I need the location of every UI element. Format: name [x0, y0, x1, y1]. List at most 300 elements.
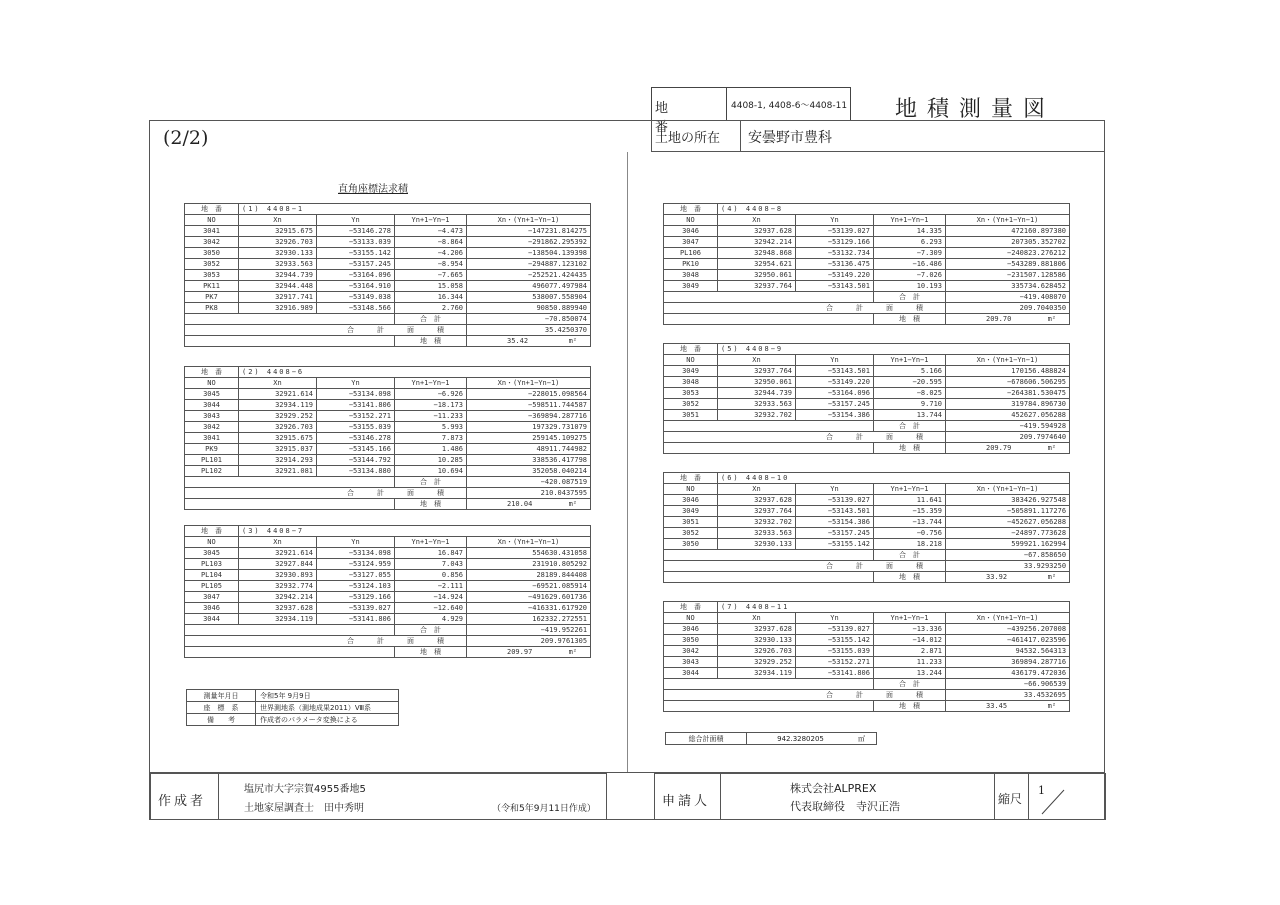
- table-row: [185, 303, 591, 314]
- table-cell: 162332.272551: [467, 614, 591, 625]
- table-row: [185, 411, 591, 422]
- table-cell: 3041: [185, 433, 239, 444]
- location-value: 安曇野市豊科: [748, 130, 832, 146]
- creator-label: 作成者: [158, 794, 207, 809]
- creator-divider: [218, 773, 219, 820]
- table-cell: 3050: [185, 248, 239, 259]
- table-cell: 94532.564313: [946, 646, 1070, 657]
- table-cell: 32933.563: [239, 259, 317, 270]
- table-row: [664, 657, 1070, 668]
- chiban-label: 地 番: [664, 473, 718, 484]
- spacer: [664, 421, 874, 432]
- table-cell: −505891.117276: [946, 506, 1070, 517]
- column-header: Xn・(Yn+1−Yn−1): [946, 355, 1070, 366]
- sum-value: −70.850074: [467, 314, 591, 325]
- table-cell: 3049: [664, 366, 718, 377]
- column-header: Xn: [718, 613, 796, 624]
- sum-value: −67.858650: [946, 550, 1070, 561]
- table-title-row: [664, 473, 1070, 484]
- creator-name: 土地家屋調査士 田中秀明: [244, 803, 364, 814]
- table-cell: 3052: [664, 399, 718, 410]
- column-header: Xn: [718, 215, 796, 226]
- area-value: [467, 336, 591, 347]
- remarks-row: 備 考 作成者のパラメータ変換による: [187, 714, 399, 726]
- survey-table-4408-1: [184, 203, 591, 347]
- area-label: 地 積: [874, 314, 946, 325]
- grand-total-value: 942.3280205: [747, 733, 855, 745]
- column-header: Xn: [239, 378, 317, 389]
- area-row: [664, 701, 1070, 712]
- chiban-label: 地 番: [185, 367, 239, 378]
- table-cell: 32932.702: [718, 517, 796, 528]
- table-cell: 15.058: [395, 281, 467, 292]
- table-cell: 32929.252: [718, 657, 796, 668]
- table-cell: −53132.734: [796, 248, 874, 259]
- table-cell: −2.111: [395, 581, 467, 592]
- table-cell: 13.244: [874, 668, 946, 679]
- table-cell: 197329.731079: [467, 422, 591, 433]
- survey-info-table: [186, 689, 399, 726]
- table-cell: 3052: [664, 528, 718, 539]
- table-cell: 170156.488824: [946, 366, 1070, 377]
- area-row: [185, 336, 591, 347]
- table-cell: PL105: [185, 581, 239, 592]
- sum-area-row: [664, 432, 1070, 443]
- table-cell: 2.871: [874, 646, 946, 657]
- applicant-divider: [720, 773, 721, 820]
- sum-row: [664, 292, 1070, 303]
- table-cell: 496077.497984: [467, 281, 591, 292]
- table-cell: PK8: [185, 303, 239, 314]
- table-cell: 32930.133: [239, 248, 317, 259]
- sum-label: 合 計: [874, 679, 946, 690]
- table-cell: 369894.287716: [946, 657, 1070, 668]
- table-cell: 32915.675: [239, 226, 317, 237]
- chiban-label: 地 番: [664, 204, 718, 215]
- table-row: [664, 388, 1070, 399]
- sum-area-value: 209.9761305: [467, 636, 591, 647]
- table-cell: 32944.448: [239, 281, 317, 292]
- spacer: [185, 647, 395, 658]
- table-row: [185, 433, 591, 444]
- table-cell: 3047: [664, 237, 718, 248]
- area-unit: m²: [1047, 701, 1057, 710]
- table-cell: −598511.744587: [467, 400, 591, 411]
- table-cell: −53146.278: [317, 226, 395, 237]
- table-cell: −7.309: [874, 248, 946, 259]
- table-cell: 14.335: [874, 226, 946, 237]
- table-cell: −53139.027: [317, 603, 395, 614]
- column-header: Xn: [718, 355, 796, 366]
- table-cell: 3048: [664, 270, 718, 281]
- grand-total-label: 総合計面積: [666, 733, 747, 745]
- table-cell: 13.744: [874, 410, 946, 421]
- table-row: [664, 259, 1070, 270]
- area-row: [664, 314, 1070, 325]
- table-row: [664, 237, 1070, 248]
- table-row: [664, 506, 1070, 517]
- table-cell: PL104: [185, 570, 239, 581]
- grand-total-unit: ㎡: [854, 733, 877, 745]
- table-cell: 3046: [664, 226, 718, 237]
- table-cell: 2.760: [395, 303, 467, 314]
- table-cell: 32926.703: [239, 422, 317, 433]
- table-cell: −53143.501: [796, 281, 874, 292]
- location-label: 土地の所在: [655, 131, 721, 146]
- table-cell: −53143.501: [796, 366, 874, 377]
- survey-table-4408-7: [184, 525, 591, 658]
- spacer: [664, 550, 874, 561]
- table-cell: −53154.386: [796, 410, 874, 421]
- header-divider: [726, 87, 727, 120]
- table-cell: 3044: [664, 668, 718, 679]
- table-cell: 32930.893: [239, 570, 317, 581]
- column-header: Yn: [796, 484, 874, 495]
- area-row: [664, 443, 1070, 454]
- table-cell: −7.665: [395, 270, 467, 281]
- table-cell: 11.641: [874, 495, 946, 506]
- table-cell: −53155.142: [317, 248, 395, 259]
- table-cell: 48911.744982: [467, 444, 591, 455]
- sum-value: −419.952261: [467, 625, 591, 636]
- table-cell: PL106: [664, 248, 718, 259]
- column-header: Yn+1−Yn−1: [874, 484, 946, 495]
- sum-area-value: 209.7040350: [946, 303, 1070, 314]
- table-title: (6) 4408−10: [718, 473, 1070, 484]
- table-cell: PK10: [664, 259, 718, 270]
- spacer: [185, 499, 395, 510]
- survey-table-4408-9: [663, 343, 1070, 454]
- table-cell: −53129.166: [796, 237, 874, 248]
- table-cell: −53124.103: [317, 581, 395, 592]
- table-cell: 472160.897380: [946, 226, 1070, 237]
- sum-label: 合 計: [874, 292, 946, 303]
- creator-address: 塩尻市大字宗賀4955番地5: [244, 784, 366, 795]
- table-cell: −416331.617920: [467, 603, 591, 614]
- table-cell: −14.924: [395, 592, 467, 603]
- table-cell: 32942.214: [718, 237, 796, 248]
- table-row: [185, 614, 591, 625]
- table-title: (1) 4408−1: [239, 204, 591, 215]
- survey-table-4408-10: [663, 472, 1070, 583]
- table-cell: −8.864: [395, 237, 467, 248]
- table-cell: 5.993: [395, 422, 467, 433]
- table-cell: −452627.056288: [946, 517, 1070, 528]
- scale-label: 縮尺: [998, 792, 1023, 806]
- table-cell: 352058.040214: [467, 466, 591, 477]
- table-cell: 3042: [185, 237, 239, 248]
- table-row: [664, 399, 1070, 410]
- table-cell: PK9: [185, 444, 239, 455]
- table-row: [664, 270, 1070, 281]
- survey-date-row: 測量年月日 令和5年 9月9日: [187, 690, 399, 702]
- column-header: Yn: [317, 215, 395, 226]
- table-cell: 3047: [185, 592, 239, 603]
- table-title-row: [664, 344, 1070, 355]
- spacer: [185, 477, 395, 488]
- sum-area-value: 33.4532695: [946, 690, 1070, 701]
- table-cell: −13.336: [874, 624, 946, 635]
- table-row: [664, 539, 1070, 550]
- column-header-row: [664, 215, 1070, 226]
- sum-area-value: 210.0437595: [467, 488, 591, 499]
- table-cell: 3045: [185, 389, 239, 400]
- table-cell: −369894.287716: [467, 411, 591, 422]
- spacer: [185, 314, 395, 325]
- table-cell: 32929.252: [239, 411, 317, 422]
- area-unit: m²: [568, 336, 578, 345]
- table-cell: 32921.614: [239, 389, 317, 400]
- table-cell: 32933.563: [718, 399, 796, 410]
- applicant-representative: 代表取締役 寺沢正浩: [790, 800, 900, 813]
- column-header: NO: [664, 484, 718, 495]
- area-row: [664, 572, 1070, 583]
- table-cell: 5.166: [874, 366, 946, 377]
- sum-area-row: [185, 488, 591, 499]
- area-value: [946, 314, 1070, 325]
- table-cell: −7.026: [874, 270, 946, 281]
- table-cell: 3044: [185, 400, 239, 411]
- section-title: 直角座標法求積: [338, 184, 408, 195]
- column-header: Yn+1−Yn−1: [395, 378, 467, 389]
- table-cell: −53164.910: [317, 281, 395, 292]
- table-cell: −53152.271: [317, 411, 395, 422]
- column-header: NO: [664, 355, 718, 366]
- table-cell: 32937.628: [718, 624, 796, 635]
- table-cell: −53143.501: [796, 506, 874, 517]
- table-row: [185, 559, 591, 570]
- table-cell: −53148.566: [317, 303, 395, 314]
- table-cell: −53139.027: [796, 624, 874, 635]
- survey-table-4408-6: [184, 366, 591, 510]
- sum-area-row: [185, 325, 591, 336]
- table-cell: 32915.675: [239, 433, 317, 444]
- table-cell: −53145.166: [317, 444, 395, 455]
- table-cell: 32932.774: [239, 581, 317, 592]
- table-row: [185, 455, 591, 466]
- column-header: Xn・(Yn+1−Yn−1): [946, 215, 1070, 226]
- table-cell: 1.486: [395, 444, 467, 455]
- table-row: [664, 366, 1070, 377]
- table-cell: 32933.563: [718, 528, 796, 539]
- center-line: [627, 152, 628, 772]
- spacer: [664, 443, 874, 454]
- table-cell: −53149.220: [796, 377, 874, 388]
- table-cell: −264381.530475: [946, 388, 1070, 399]
- table-cell: −11.233: [395, 411, 467, 422]
- column-header: Xn: [239, 215, 317, 226]
- table-cell: −6.926: [395, 389, 467, 400]
- spacer: [185, 336, 395, 347]
- scale-value: 1: [1038, 784, 1045, 797]
- table-cell: 3046: [185, 603, 239, 614]
- sum-area-label: 合 計 面 積: [317, 488, 467, 499]
- table-cell: −53155.039: [796, 646, 874, 657]
- spacer: [664, 303, 796, 314]
- column-header: NO: [185, 378, 239, 389]
- table-cell: 3049: [664, 281, 718, 292]
- table-cell: 16.344: [395, 292, 467, 303]
- sum-row: [664, 679, 1070, 690]
- table-cell: −53144.792: [317, 455, 395, 466]
- table-row: [185, 581, 591, 592]
- area-label: 地 積: [395, 499, 467, 510]
- table-cell: 32948.868: [718, 248, 796, 259]
- table-cell: 32937.628: [718, 226, 796, 237]
- table-cell: −13.744: [874, 517, 946, 528]
- chiban-label: 地 番: [185, 204, 239, 215]
- chiban-label: 地 番: [655, 101, 706, 135]
- table-cell: 32917.741: [239, 292, 317, 303]
- area-unit: m²: [568, 647, 578, 656]
- area-unit: m²: [1047, 314, 1057, 323]
- area-number: 35.42: [507, 336, 529, 345]
- table-row: [185, 466, 591, 477]
- table-cell: 383426.927548: [946, 495, 1070, 506]
- table-cell: 32950.061: [718, 377, 796, 388]
- table-cell: −543289.881806: [946, 259, 1070, 270]
- table-row: [664, 281, 1070, 292]
- table-cell: −20.595: [874, 377, 946, 388]
- table-cell: −53164.096: [796, 388, 874, 399]
- sum-label: 合 計: [874, 550, 946, 561]
- table-cell: 3041: [185, 226, 239, 237]
- table-cell: −14.012: [874, 635, 946, 646]
- applicant-label: 申請人: [662, 794, 711, 809]
- sum-row: [185, 477, 591, 488]
- table-row: [185, 400, 591, 411]
- area-number: 33.45: [986, 701, 1008, 710]
- table-cell: 3052: [185, 259, 239, 270]
- column-header: Xn・(Yn+1−Yn−1): [467, 537, 591, 548]
- location-divider: [740, 120, 741, 152]
- sum-label: 合 計: [874, 421, 946, 432]
- sum-label: 合 計: [395, 625, 467, 636]
- table-cell: 11.233: [874, 657, 946, 668]
- table-cell: 3051: [664, 410, 718, 421]
- table-cell: 32937.628: [718, 495, 796, 506]
- table-cell: −18.173: [395, 400, 467, 411]
- table-cell: 338536.417798: [467, 455, 591, 466]
- table-row: [185, 259, 591, 270]
- table-cell: −53124.959: [317, 559, 395, 570]
- table-cell: 32932.702: [718, 410, 796, 421]
- spacer: [664, 292, 874, 303]
- sum-row: [664, 421, 1070, 432]
- table-cell: 538007.558904: [467, 292, 591, 303]
- sum-area-row: [664, 303, 1070, 314]
- table-cell: 9.710: [874, 399, 946, 410]
- area-label: 地 積: [395, 647, 467, 658]
- area-value: [467, 647, 591, 658]
- table-title: (3) 4408−7: [239, 526, 591, 537]
- table-cell: −53141.806: [317, 400, 395, 411]
- spacer: [664, 701, 874, 712]
- table-cell: 3043: [185, 411, 239, 422]
- table-cell: 16.847: [395, 548, 467, 559]
- created-date: （令和5年9月11日作成）: [492, 804, 596, 814]
- column-header: Xn: [718, 484, 796, 495]
- sum-area-value: 35.4250370: [467, 325, 591, 336]
- column-header-row: [185, 215, 591, 226]
- table-cell: 10.694: [395, 466, 467, 477]
- table-row: [664, 248, 1070, 259]
- column-header: NO: [664, 613, 718, 624]
- area-value: [946, 572, 1070, 583]
- table-title: (4) 4408−8: [718, 204, 1070, 215]
- coordinate-system-row: 座 標 系 世界測地系（測地成果2011）Ⅷ系: [187, 702, 399, 714]
- sum-value: −66.906539: [946, 679, 1070, 690]
- sum-area-row: [664, 561, 1070, 572]
- table-cell: 32930.133: [718, 635, 796, 646]
- sum-area-row: [664, 690, 1070, 701]
- table-cell: −15.359: [874, 506, 946, 517]
- table-title: (5) 4408−9: [718, 344, 1070, 355]
- column-header: Yn+1−Yn−1: [874, 215, 946, 226]
- table-cell: 32937.764: [718, 366, 796, 377]
- table-cell: 3042: [185, 422, 239, 433]
- table-title-row: [185, 204, 591, 215]
- area-unit: m²: [1047, 443, 1057, 452]
- table-row: [664, 226, 1070, 237]
- area-number: 209.70: [986, 314, 1012, 323]
- table-cell: 32944.739: [239, 270, 317, 281]
- area-label: 地 積: [874, 443, 946, 454]
- column-header-row: [185, 537, 591, 548]
- chiban-value: 4408-1, 4408-6～4408-11: [731, 101, 848, 111]
- table-row: [664, 668, 1070, 679]
- table-cell: −53134.880: [317, 466, 395, 477]
- spacer: [664, 432, 796, 443]
- area-number: 209.97: [507, 647, 533, 656]
- table-cell: PL103: [185, 559, 239, 570]
- chiban-label: 地 番: [664, 344, 718, 355]
- table-title: (2) 4408−6: [239, 367, 591, 378]
- table-row: [185, 570, 591, 581]
- sum-area-label: 合 計 面 積: [796, 303, 946, 314]
- table-cell: 3053: [185, 270, 239, 281]
- table-cell: 32937.764: [718, 506, 796, 517]
- table-cell: 32934.119: [718, 668, 796, 679]
- table-cell: 436179.472036: [946, 668, 1070, 679]
- sum-row: [185, 314, 591, 325]
- table-cell: −53155.142: [796, 539, 874, 550]
- grand-total-box: [665, 732, 877, 745]
- table-cell: −53129.166: [317, 592, 395, 603]
- table-cell: −53146.278: [317, 433, 395, 444]
- table-cell: −231507.128586: [946, 270, 1070, 281]
- spacer: [664, 679, 874, 690]
- table-cell: 32934.119: [239, 614, 317, 625]
- table-cell: −53141.806: [317, 614, 395, 625]
- applicant-company: 株式会社ALPREX: [790, 782, 877, 795]
- table-cell: −16.486: [874, 259, 946, 270]
- document-title: 地積測量図: [895, 97, 1056, 122]
- table-cell: −24897.773628: [946, 528, 1070, 539]
- spacer: [185, 636, 317, 647]
- table-cell: 3043: [664, 657, 718, 668]
- table-cell: 18.218: [874, 539, 946, 550]
- table-row: [664, 410, 1070, 421]
- sum-area-value: 33.9293250: [946, 561, 1070, 572]
- table-title-row: [664, 602, 1070, 613]
- column-header: Xn: [239, 537, 317, 548]
- table-cell: 32921.614: [239, 548, 317, 559]
- table-cell: 4.929: [395, 614, 467, 625]
- sum-value: −420.087519: [467, 477, 591, 488]
- area-number: 209.79: [986, 443, 1012, 452]
- sum-area-label: 合 計 面 積: [317, 636, 467, 647]
